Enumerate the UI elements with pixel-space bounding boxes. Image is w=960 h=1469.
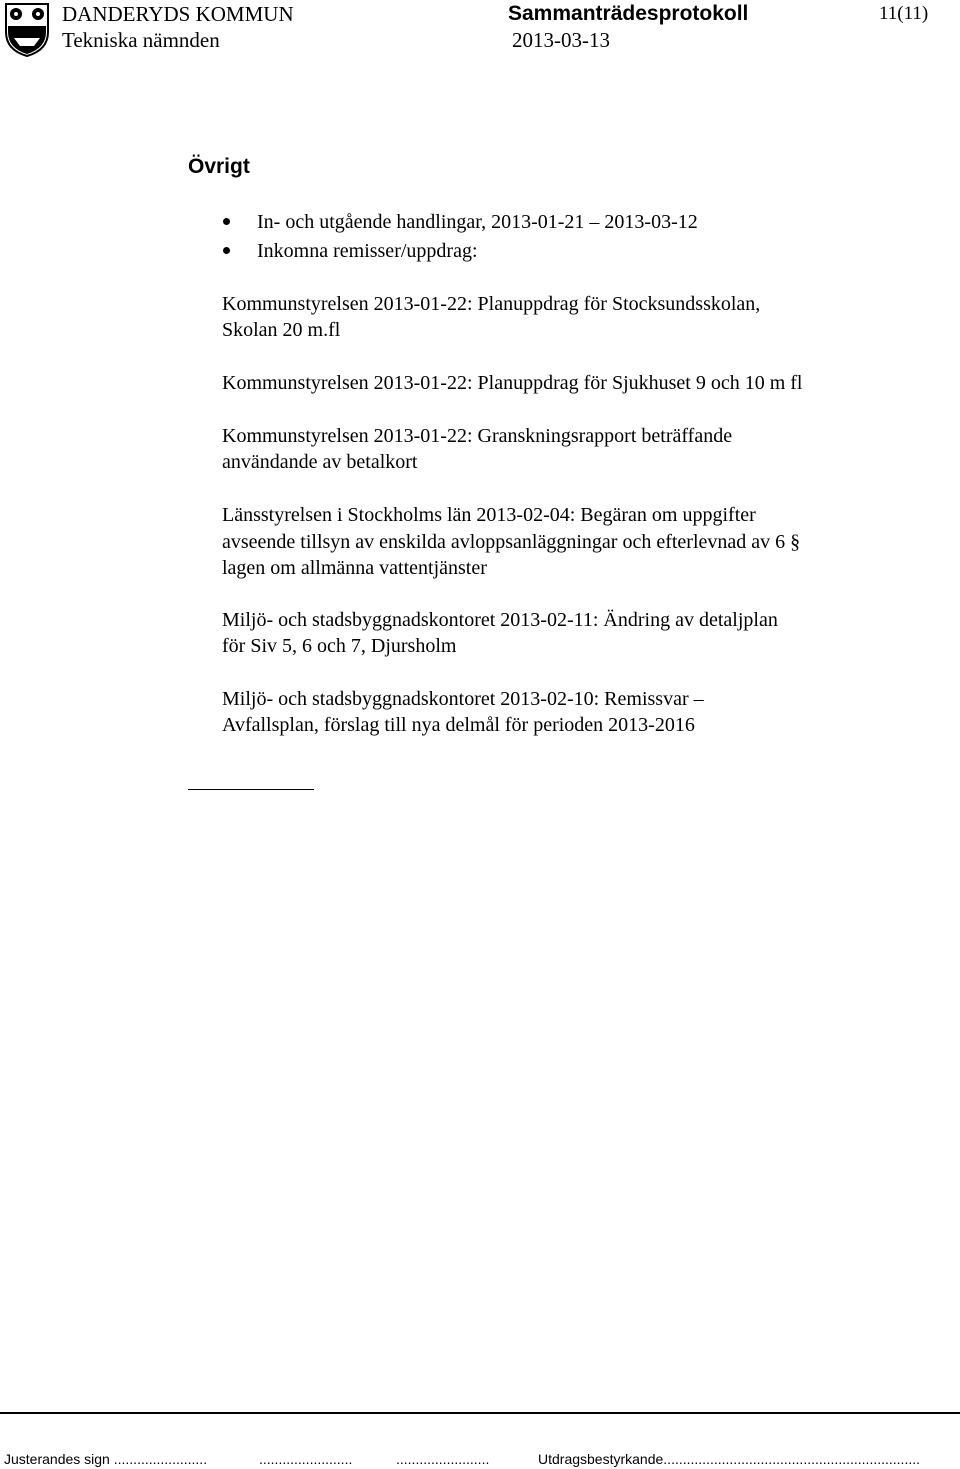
signature-label: Justerandes sign ........................ — [4, 1451, 208, 1467]
entry-line: Miljö- och stadsbyggnadskontoret 2013-02-10: Remissvar – — [222, 688, 704, 710]
entry-line: avseende tillsyn av enskilda avloppsanläggningar och efterlevnad av 6 § — [222, 531, 801, 553]
extract-certification-label: Utdragsbestyrkande.................................................................. — [538, 1451, 921, 1467]
meeting-date: 2013-03-13 — [512, 28, 610, 52]
entry-line: användande av betalkort — [222, 451, 418, 473]
page-number: 11(11) — [879, 3, 929, 24]
municipality-name: DANDERYDS KOMMUN — [62, 2, 294, 26]
entry-line: Kommunstyrelsen 2013-01-22: Planuppdrag för Sjukhuset 9 och 10 m fl — [222, 372, 803, 394]
bullet-marker — [223, 218, 230, 225]
committee-name: Tekniska nämnden — [62, 28, 220, 52]
section-heading: Övrigt — [188, 155, 250, 178]
entry-line: Länsstyrelsen i Stockholms län 2013-02-04: Begäran om uppgifter — [222, 504, 756, 526]
entry-line: Kommunstyrelsen 2013-01-22: Planuppdrag för Stocksundsskolan, — [222, 293, 761, 315]
signature-dots: ........................ — [396, 1451, 490, 1467]
entry-line: Kommunstyrelsen 2013-01-22: Granskningsrapport beträffande — [222, 425, 733, 447]
bullet-marker — [223, 247, 230, 254]
municipality-coat-of-arms — [4, 2, 50, 58]
signature-dots: ........................ — [259, 1451, 353, 1467]
document-type: Sammanträdesprotokoll — [508, 2, 749, 25]
entry-line: lagen om allmänna vattentjänster — [222, 557, 487, 579]
bullet-item-referrals: Inkomna remisser/uppdrag: — [257, 240, 478, 262]
footer-rule — [0, 1412, 960, 1414]
entry-line: för Siv 5, 6 och 7, Djursholm — [222, 635, 457, 657]
entry-line: Miljö- och stadsbyggnadskontoret 2013-02-11: Ändring av detaljplan — [222, 609, 778, 631]
entry-line: Avfallsplan, förslag till nya delmål för perioden 2013-2016 — [222, 714, 695, 736]
entry-line: Skolan 20 m.fl — [222, 319, 341, 341]
bullet-item-documents: In- och utgående handlingar, 2013-01-21 – 2013-03-12 — [257, 211, 698, 233]
section-end-rule — [188, 789, 314, 790]
